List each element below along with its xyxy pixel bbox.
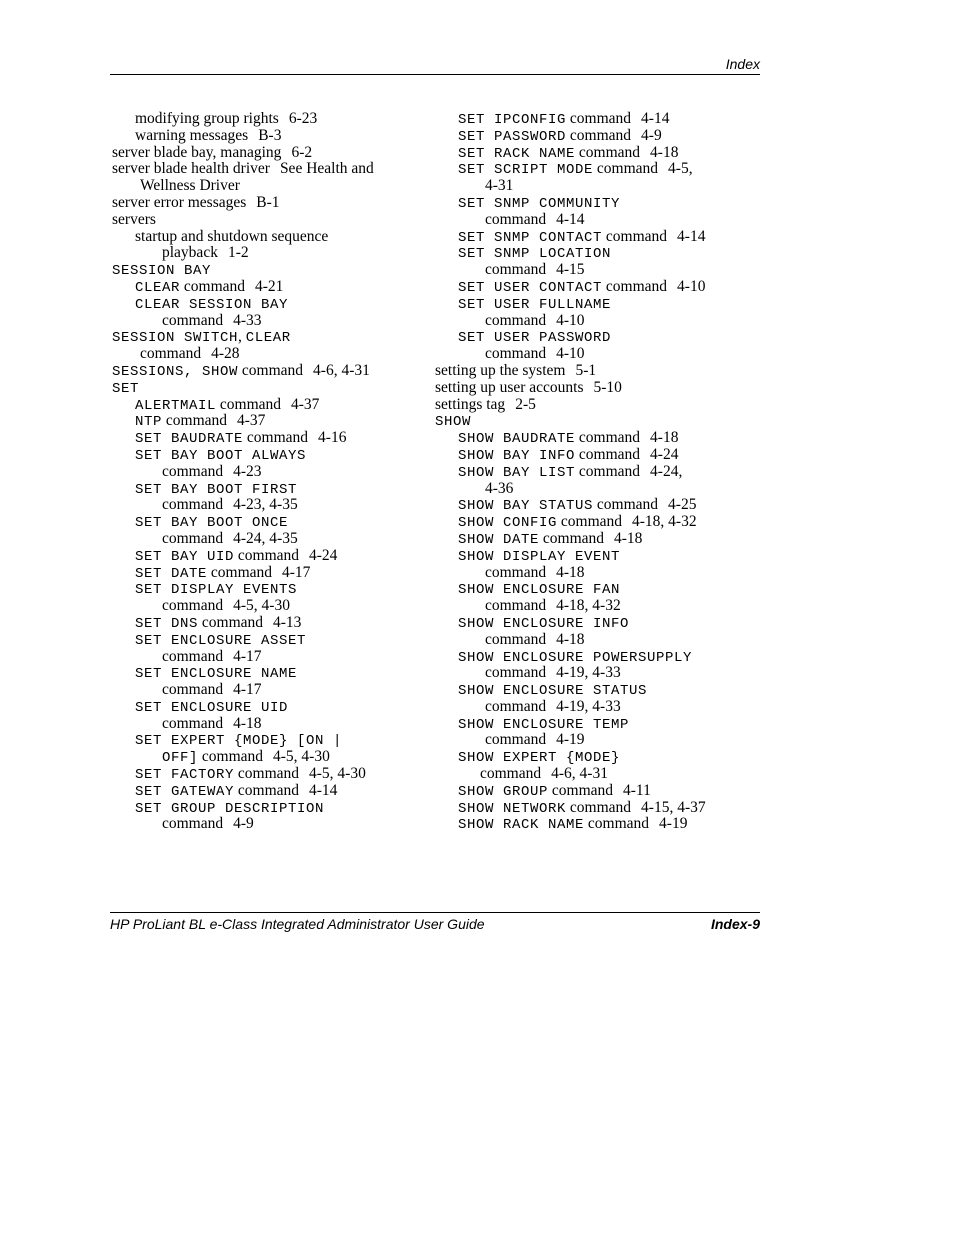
page-reference: See Health and [279, 160, 374, 178]
command-term: SHOW ENCLOSURE POWERSUPPLY [458, 649, 693, 666]
page-reference: 4-5, [668, 160, 693, 178]
page-reference: 4-13 [273, 613, 302, 631]
index-entry [112, 682, 412, 699]
page-reference: 4-19, 4-33 [556, 697, 621, 715]
index-entry [435, 296, 735, 313]
page-reference: 4-18 [650, 429, 679, 447]
page-reference: 4-10 [677, 277, 706, 295]
index-entry [112, 313, 412, 330]
page-reference: 4-17 [233, 681, 262, 699]
command-term: NTP [135, 414, 163, 431]
command-term: SHOW EXPERT {MODE} [458, 750, 621, 767]
index-entry [112, 800, 412, 817]
page-reference: 4-25 [668, 496, 697, 514]
index-term: command [485, 261, 547, 279]
index-entry [112, 380, 412, 397]
index-entry [112, 279, 412, 296]
command-term: SHOW GROUP [458, 783, 549, 800]
index-term: command [234, 546, 300, 564]
index-term: settings tag [435, 395, 506, 413]
index-entry [435, 279, 735, 296]
command-term: SET DATE [135, 565, 208, 582]
index-term: command [485, 563, 547, 581]
page-reference: 1-2 [227, 244, 249, 262]
command-term: SHOW ENCLOSURE TEMP [458, 716, 630, 733]
page-reference: 4-10 [556, 311, 585, 329]
page-reference: 6-2 [291, 143, 313, 161]
page-reference: 4-18 [233, 714, 262, 732]
index-entry [112, 481, 412, 498]
index-entry [435, 262, 735, 279]
index-entry [112, 598, 412, 615]
command-term: SET ENCLOSURE NAME [135, 666, 298, 683]
command-term: SET ENCLOSURE ASSET [135, 632, 307, 649]
page-reference: 4-14 [309, 781, 338, 799]
command-term: SET SCRIPT MODE [458, 162, 594, 179]
command-term: SET DISPLAY EVENTS [135, 582, 298, 599]
page-reference: 4-6, 4-31 [551, 765, 608, 783]
command-term: SET USER PASSWORD [458, 330, 612, 347]
index-entry [435, 195, 735, 212]
index-entry [112, 783, 412, 800]
index-term: command [243, 429, 309, 447]
page-reference: 4-19, 4-33 [556, 664, 621, 682]
index-entry [435, 598, 735, 615]
index-entry [435, 363, 735, 380]
index-term: servers [112, 210, 156, 228]
index-term: command [162, 496, 224, 514]
command-term: SET BAY BOOT ALWAYS [135, 447, 307, 464]
index-entry [435, 565, 735, 582]
footer-page-number: Index-9 [710, 916, 760, 932]
command-term: SET DNS [135, 615, 199, 632]
index-term: server error messages [112, 193, 247, 211]
index-term: command [162, 462, 224, 480]
index-entry [112, 329, 412, 346]
index-term: command [575, 143, 641, 161]
command-term: SHOW RACK NAME [458, 817, 585, 834]
index-term: , [238, 328, 246, 346]
index-term: command [140, 345, 202, 363]
command-term: SET EXPERT {MODE} [ON | [135, 733, 343, 750]
page-reference: 4-15 [556, 261, 585, 279]
page-reference: 4-19 [659, 815, 688, 833]
index-entry [435, 161, 735, 178]
command-term: SHOW BAUDRATE [458, 431, 576, 448]
index-term: command [602, 227, 668, 245]
index-entry [435, 548, 735, 565]
index-entry [435, 111, 735, 128]
index-entry [112, 262, 412, 279]
index-term: command [234, 781, 300, 799]
index-entry [435, 632, 735, 649]
index-term: setting up user accounts [435, 378, 584, 396]
header-title: Index [725, 56, 760, 72]
index-entry [435, 783, 735, 800]
index-entry [112, 245, 412, 262]
index-term: command [485, 210, 547, 228]
command-term: SET USER CONTACT [458, 279, 603, 296]
index-term: command [162, 681, 224, 699]
index-term: command [557, 513, 623, 531]
index-entry [112, 581, 412, 598]
command-term: SET SNMP CONTACT [458, 229, 603, 246]
command-term: SESSION BAY [112, 263, 212, 280]
index-entry [112, 413, 412, 430]
index-entry [435, 816, 735, 833]
index-term: command [198, 748, 264, 766]
index-term: command [216, 395, 282, 413]
index-term: 4-36 [485, 479, 514, 497]
index-term: command [234, 765, 300, 783]
page-reference: 4-37 [291, 395, 320, 413]
page-reference: 4-23 [233, 462, 262, 480]
index-entry [112, 514, 412, 531]
index-entry [435, 800, 735, 817]
page-reference: 4-17 [233, 647, 262, 665]
page-reference: 4-16 [318, 429, 347, 447]
index-term: command [602, 277, 668, 295]
index-entry [112, 464, 412, 481]
index-term: command [238, 361, 304, 379]
index-entry [435, 329, 735, 346]
page-footer [110, 912, 760, 932]
page-reference: 4-24 [309, 546, 338, 564]
command-term: SESSIONS, SHOW [112, 363, 239, 380]
command-term: SET FACTORY [135, 767, 235, 784]
index-term: command [485, 731, 547, 749]
index-entry [435, 649, 735, 666]
command-term: SET SNMP COMMUNITY [458, 195, 621, 212]
index-entry [112, 161, 412, 178]
command-term: CLEAR SESSION BAY [135, 296, 289, 313]
page-reference: 4-17 [282, 563, 311, 581]
page-reference: 4-18 [614, 529, 643, 547]
command-term: SET BAY UID [135, 548, 235, 565]
index-entry [435, 531, 735, 548]
index-entry [435, 145, 735, 162]
page-reference: 4-11 [623, 781, 651, 799]
index-term: command [162, 815, 224, 833]
page-reference: 4-19 [556, 731, 585, 749]
page-reference: 6-23 [288, 110, 318, 127]
index-term: command [575, 445, 641, 463]
page-reference: 4-24, 4-35 [233, 529, 298, 547]
command-term: SET SNMP LOCATION [458, 246, 612, 263]
command-term: SHOW CONFIG [458, 515, 558, 532]
index-entry [435, 380, 735, 397]
page-reference: 4-6, 4-31 [313, 361, 370, 379]
page-reference: 4-14 [677, 227, 706, 245]
index-term: command [485, 630, 547, 648]
index-entry [112, 145, 412, 162]
index-entry [112, 497, 412, 514]
page-reference: 4-28 [211, 345, 240, 363]
command-term: SESSION SWITCH [112, 330, 239, 347]
index-entry [112, 111, 412, 128]
index-entry [112, 816, 412, 833]
index-entry [112, 732, 412, 749]
index-entry [435, 464, 735, 481]
index-term: command [566, 126, 632, 144]
page-reference: 4-18 [556, 563, 585, 581]
index-entry [112, 397, 412, 414]
index-term: command [485, 664, 547, 682]
page-reference: 4-24 [650, 445, 679, 463]
page-reference: B-3 [258, 126, 282, 144]
page-reference: 4-5, 4-30 [309, 765, 366, 783]
index-entry [435, 665, 735, 682]
command-term: ALERTMAIL [135, 397, 217, 414]
index-entry [435, 430, 735, 447]
index-term: Wellness Driver [140, 177, 240, 195]
index-term: command [207, 563, 273, 581]
command-term: SET BAY BOOT ONCE [135, 515, 289, 532]
index-entry [435, 514, 735, 531]
command-term: SET PASSWORD [458, 128, 567, 145]
footer-document-title: HP ProLiant BL e-Class Integrated Administrator User Guide [110, 916, 485, 932]
page-reference: 4-5, 4-30 [233, 597, 290, 615]
index-entry [112, 296, 412, 313]
command-term: SET GATEWAY [135, 783, 235, 800]
page-header [110, 55, 760, 75]
index-entry [435, 497, 735, 514]
index-entry [112, 430, 412, 447]
index-entry [435, 397, 735, 414]
index-entry [112, 665, 412, 682]
command-term: SET USER FULLNAME [458, 296, 612, 313]
index-entry [112, 195, 412, 212]
command-term: SET ENCLOSURE UID [135, 699, 289, 716]
index-term: command [162, 529, 224, 547]
index-entry [112, 766, 412, 783]
index-entry [435, 581, 735, 598]
page-reference: 4-14 [556, 210, 585, 228]
index-term: startup and shutdown sequence [135, 227, 329, 245]
index-term: command [485, 597, 547, 615]
index-entry [435, 749, 735, 766]
index-entry [435, 245, 735, 262]
index-entry [112, 531, 412, 548]
index-entry [112, 548, 412, 565]
page-reference: 4-21 [255, 277, 284, 295]
index-term: command [162, 412, 228, 430]
index-term: command [162, 647, 224, 665]
page-reference: 4-9 [641, 126, 662, 144]
page-reference: 4-14 [641, 110, 670, 127]
index-entry [435, 732, 735, 749]
index-entry [112, 447, 412, 464]
index-entry [435, 716, 735, 733]
index-entry [435, 313, 735, 330]
command-term: CLEAR [245, 330, 291, 347]
index-entry [435, 447, 735, 464]
index-term: command [575, 462, 641, 480]
index-term: command [480, 765, 542, 783]
index-entry [435, 413, 735, 430]
index-entry [435, 481, 735, 498]
index-entry [112, 699, 412, 716]
index-term: command [180, 277, 246, 295]
index-term: command [162, 597, 224, 615]
index-entry [112, 128, 412, 145]
command-term: SHOW BAY LIST [458, 464, 576, 481]
command-term: SHOW NETWORK [458, 800, 567, 817]
page-reference: 4-37 [237, 412, 266, 430]
index-entry [435, 615, 735, 632]
page-reference: 5-1 [575, 361, 597, 379]
command-term: SHOW BAY STATUS [458, 498, 594, 515]
index-term: command [162, 714, 224, 732]
index-entry [435, 178, 735, 195]
index-entry [112, 749, 412, 766]
index-entry [435, 212, 735, 229]
page-reference: 4-15, 4-37 [641, 798, 706, 816]
index-column-left [112, 111, 412, 833]
index-entry [435, 229, 735, 246]
page-reference: 5-10 [593, 378, 622, 396]
index-entry [112, 649, 412, 666]
index-entry [435, 128, 735, 145]
index-term: command [539, 529, 605, 547]
index-term: command [593, 160, 659, 178]
index-term: command [198, 613, 264, 631]
index-term: command [584, 815, 650, 833]
index-entry [435, 766, 735, 783]
page-reference: 4-9 [233, 815, 254, 833]
index-term: command [548, 781, 614, 799]
index-term: command [593, 496, 659, 514]
index-term: command [575, 429, 641, 447]
index-term: modifying group rights [135, 110, 279, 127]
index-entry [435, 346, 735, 363]
index-term: warning messages [135, 126, 249, 144]
command-term: SHOW BAY INFO [458, 447, 576, 464]
command-term: SHOW ENCLOSURE FAN [458, 582, 621, 599]
command-term: SHOW ENCLOSURE INFO [458, 615, 630, 632]
page-reference: 4-18, 4-32 [556, 597, 621, 615]
command-term: SET [112, 380, 140, 397]
command-term: SHOW ENCLOSURE STATUS [458, 683, 648, 700]
index-term: server blade health driver [112, 160, 270, 178]
page-reference: 4-33 [233, 311, 262, 329]
page-reference: 4-18, 4-32 [632, 513, 697, 531]
command-term: SET BAY BOOT FIRST [135, 481, 298, 498]
index-entry [112, 716, 412, 733]
index-entry [112, 615, 412, 632]
index-entry [112, 229, 412, 246]
page-reference: 4-5, 4-30 [273, 748, 330, 766]
index-entry [112, 178, 412, 195]
command-term: SET IPCONFIG [458, 112, 567, 128]
index-term: command [485, 345, 547, 363]
index-entry [112, 632, 412, 649]
command-term: SHOW [435, 414, 472, 431]
command-term: SET RACK NAME [458, 145, 576, 162]
command-term: SET GROUP DESCRIPTION [135, 800, 325, 817]
index-term: command [485, 311, 547, 329]
command-term: OFF] [162, 750, 199, 767]
index-column-right [435, 111, 735, 833]
index-entry [112, 212, 412, 229]
index-term: playback [162, 244, 218, 262]
index-entry [112, 565, 412, 582]
index-term: command [485, 697, 547, 715]
index-term: server blade bay, managing [112, 143, 282, 161]
index-term: command [566, 110, 632, 127]
page-reference: 4-24, [650, 462, 683, 480]
index-term: 4-31 [485, 177, 514, 195]
index-term: command [566, 798, 632, 816]
index-term: command [162, 311, 224, 329]
index-term: setting up the system [435, 361, 566, 379]
page-reference: B-1 [256, 193, 280, 211]
command-term: SHOW DISPLAY EVENT [458, 548, 621, 565]
index-entry [112, 363, 412, 380]
page-reference: 2-5 [515, 395, 536, 413]
command-term: SET BAUDRATE [135, 431, 244, 448]
page-reference: 4-23, 4-35 [233, 496, 298, 514]
page-reference: 4-18 [556, 630, 585, 648]
command-term: CLEAR [135, 279, 181, 296]
command-term: SHOW DATE [458, 531, 540, 548]
page-reference: 4-18 [650, 143, 679, 161]
index-entry [112, 346, 412, 363]
index-entry [435, 682, 735, 699]
page-reference: 4-10 [556, 345, 585, 363]
index-entry [435, 699, 735, 716]
